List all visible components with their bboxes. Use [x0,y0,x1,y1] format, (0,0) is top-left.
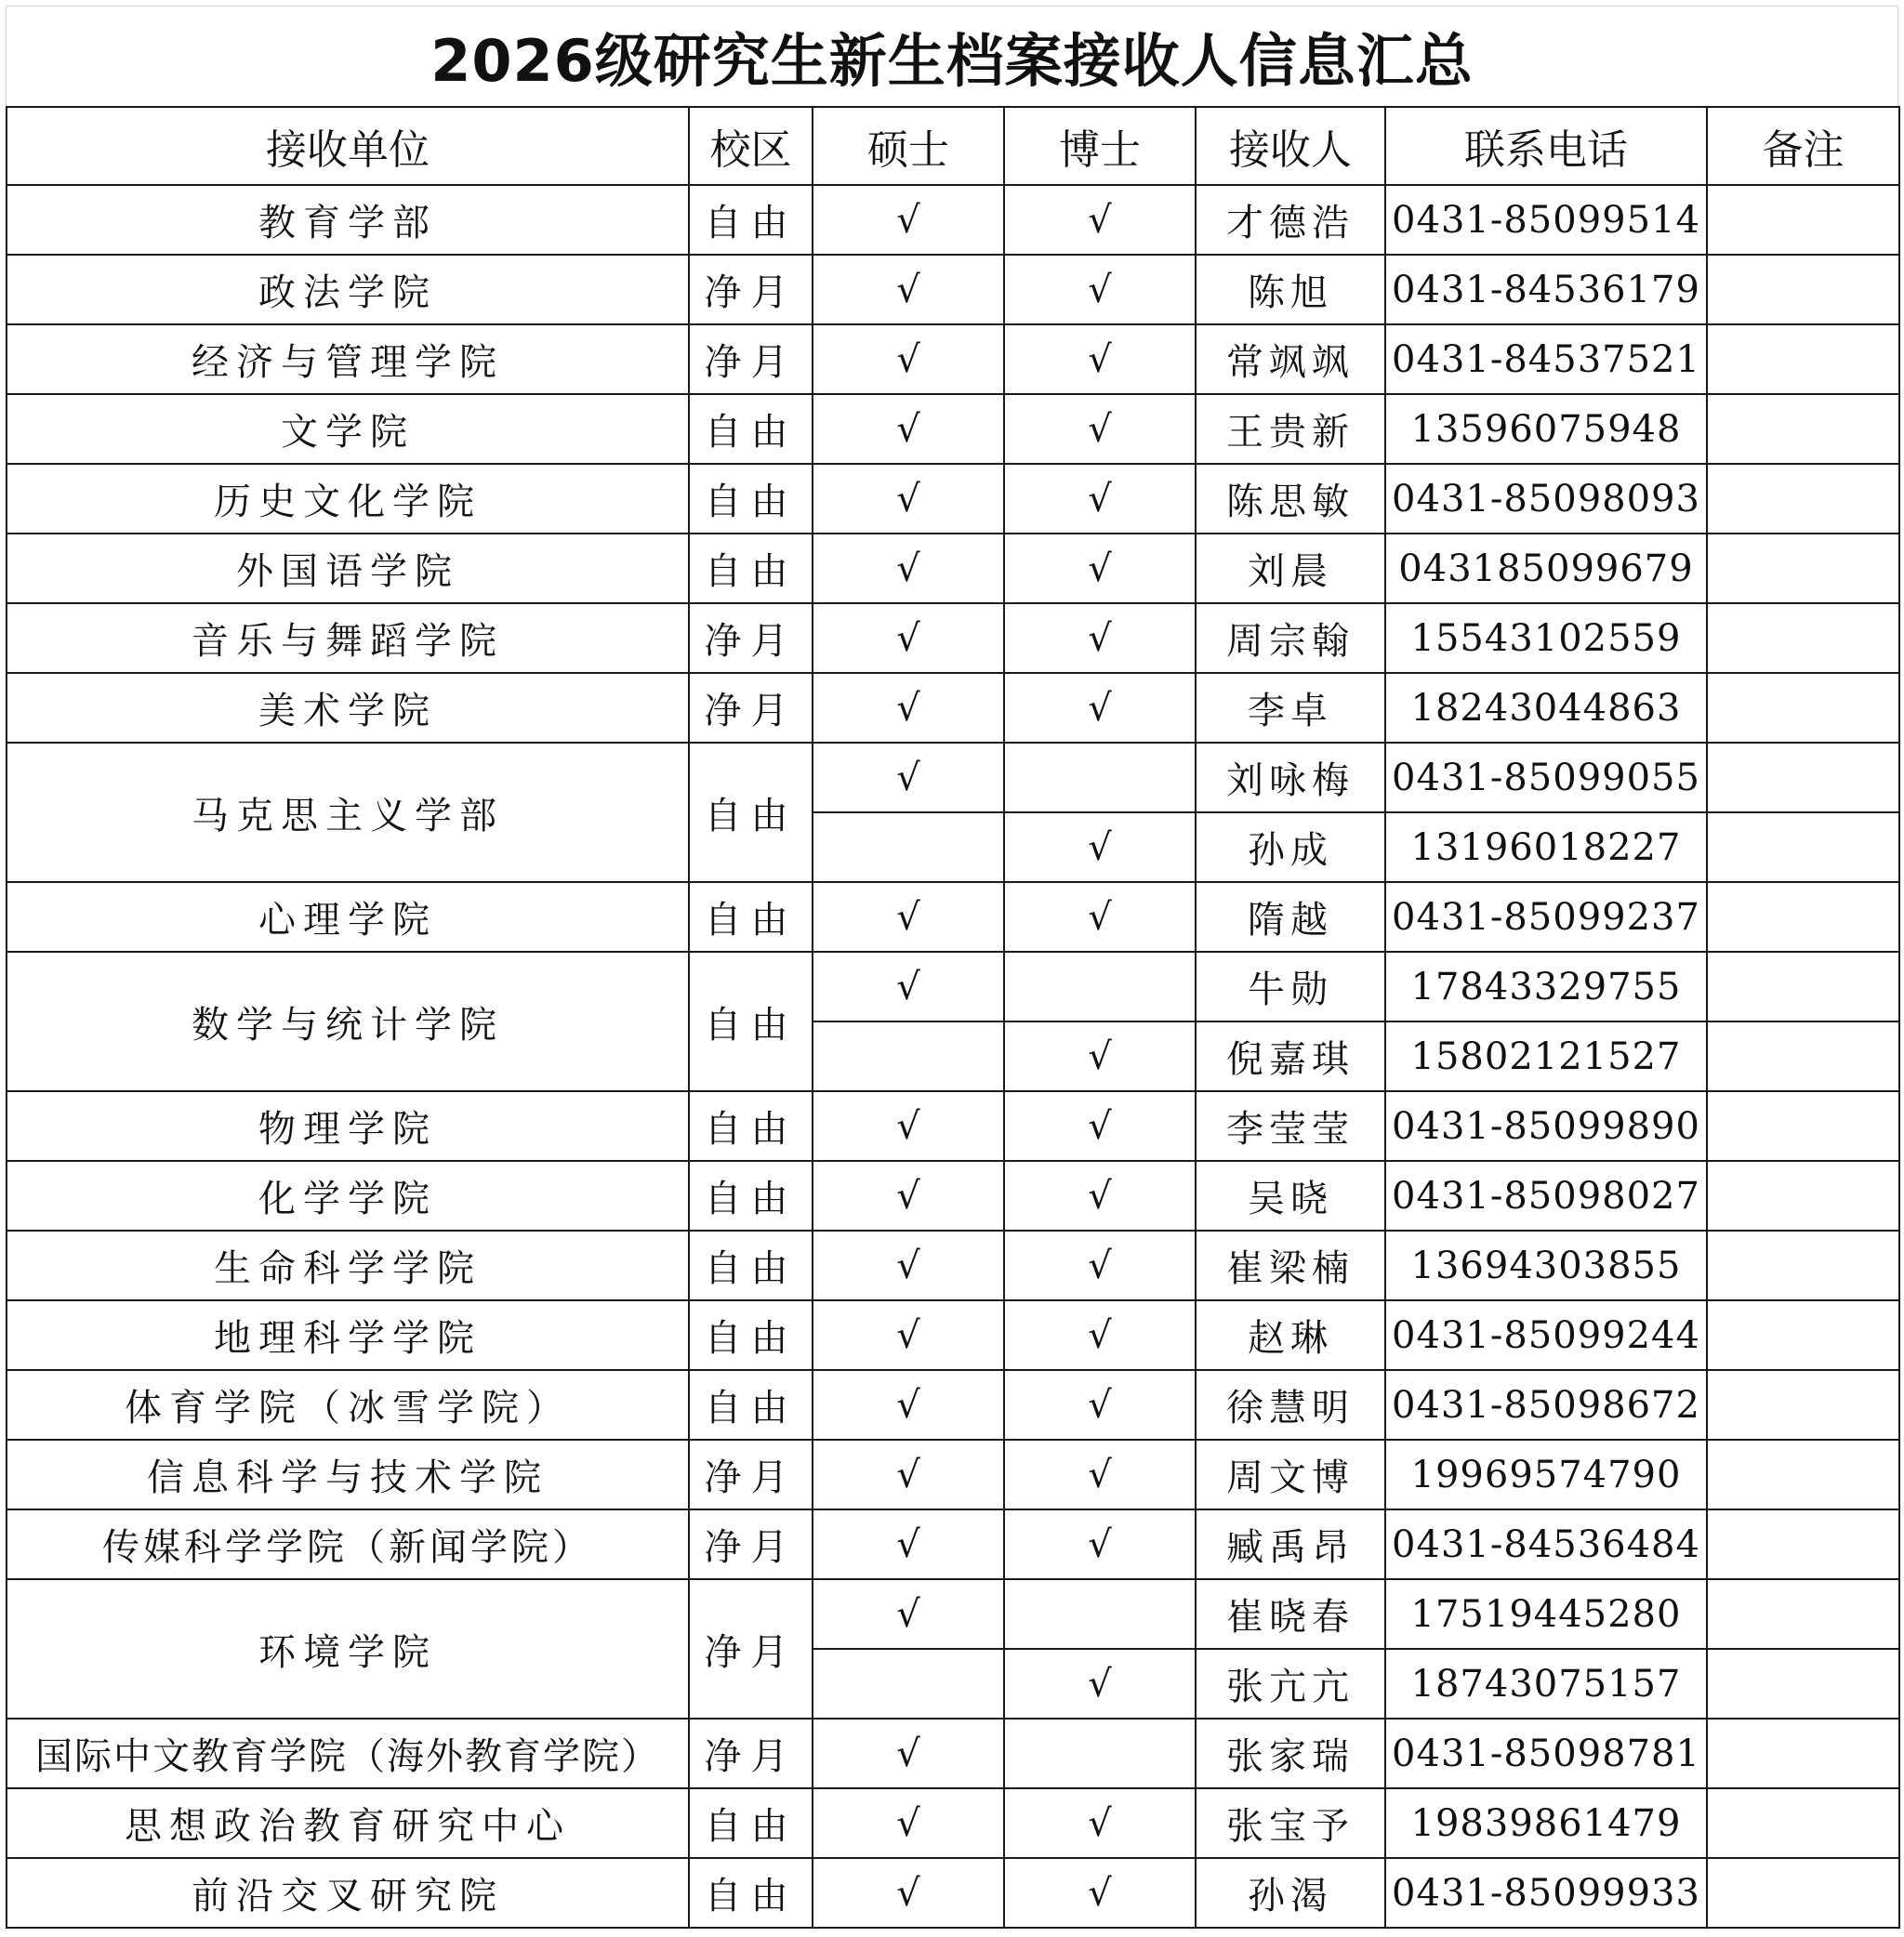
master-check-cell: √ [813,1091,1004,1161]
doctor-check-cell: √ [1004,324,1196,394]
campus-cell: 自由 [689,1231,813,1300]
campus-cell: 净月 [689,1509,813,1579]
receiver-cell: 周文博 [1196,1440,1385,1509]
master-check-cell: √ [813,1161,1004,1231]
table-row [7,255,1899,324]
phone-cell: 0431-84536179 [1385,255,1707,324]
campus-cell: 自由 [689,1370,813,1440]
unit-cell: 化学学院 [7,1161,689,1231]
header-receiver: 接收人 [1196,107,1385,185]
phone-cell: 0431-85098027 [1385,1161,1707,1231]
table-row [7,1370,1899,1440]
unit-cell: 音乐与舞蹈学院 [7,603,689,673]
campus-cell: 净月 [689,324,813,394]
phone-cell: 19839861479 [1385,1788,1707,1858]
receiver-cell: 张宝予 [1196,1788,1385,1858]
note-cell [1707,1370,1899,1440]
phone-cell: 13694303855 [1385,1231,1707,1300]
master-check-cell: √ [813,464,1004,534]
master-check-cell [813,1649,1004,1719]
note-cell [1707,1091,1899,1161]
doctor-check-cell: √ [1004,464,1196,534]
table-row [7,534,1899,603]
campus-cell: 净月 [689,1719,813,1788]
phone-cell: 0431-85099055 [1385,743,1707,812]
phone-cell: 0431-85099514 [1385,185,1707,255]
campus-cell: 自由 [689,185,813,255]
header-row [7,107,1899,185]
receiver-cell: 周宗翰 [1196,603,1385,673]
receiver-cell: 才德浩 [1196,185,1385,255]
master-check-cell: √ [813,1788,1004,1858]
note-cell [1707,1509,1899,1579]
receiver-cell: 陈思敏 [1196,464,1385,534]
doctor-check-cell: √ [1004,812,1196,882]
receiver-cell: 孙渴 [1196,1858,1385,1928]
note-cell [1707,1788,1899,1858]
unit-cell: 环境学院 [7,1579,689,1719]
campus-cell: 净月 [689,1440,813,1509]
receiver-cell: 孙成 [1196,812,1385,882]
phone-cell: 13596075948 [1385,394,1707,464]
receiver-cell: 崔晓春 [1196,1579,1385,1649]
unit-cell: 教育学部 [7,185,689,255]
note-cell [1707,1858,1899,1928]
phone-cell: 0431-85099890 [1385,1091,1707,1161]
receiver-cell: 臧禹昂 [1196,1509,1385,1579]
master-check-cell: √ [813,743,1004,812]
note-cell [1707,952,1899,1021]
campus-cell: 净月 [689,603,813,673]
phone-cell: 18743075157 [1385,1649,1707,1719]
header-note: 备注 [1707,107,1899,185]
phone-cell: 0431-85099244 [1385,1300,1707,1370]
note-cell [1707,1440,1899,1509]
master-check-cell: √ [813,1509,1004,1579]
unit-cell: 思想政治教育研究中心 [7,1788,689,1858]
note-cell [1707,185,1899,255]
master-check-cell: √ [813,1300,1004,1370]
campus-cell: 自由 [689,1788,813,1858]
note-cell [1707,1649,1899,1719]
doctor-check-cell: √ [1004,255,1196,324]
header-phone: 联系电话 [1385,107,1707,185]
unit-cell: 物理学院 [7,1091,689,1161]
note-cell [1707,603,1899,673]
receiver-cell: 赵琳 [1196,1300,1385,1370]
note-cell [1707,1579,1899,1649]
table-row [7,1509,1899,1579]
master-check-cell: √ [813,1231,1004,1300]
note-cell [1707,324,1899,394]
receiver-cell: 王贵新 [1196,394,1385,464]
campus-cell: 自由 [689,882,813,952]
note-cell [1707,882,1899,952]
doctor-check-cell: √ [1004,1370,1196,1440]
master-check-cell: √ [813,952,1004,1021]
phone-cell: 0431-85098093 [1385,464,1707,534]
table-row [7,1440,1899,1509]
note-cell [1707,1300,1899,1370]
table-row [7,464,1899,534]
unit-cell: 心理学院 [7,882,689,952]
note-cell [1707,1719,1899,1788]
note-cell [1707,743,1899,812]
phone-cell: 0431-84536484 [1385,1509,1707,1579]
receiver-cell: 陈旭 [1196,255,1385,324]
note-cell [1707,1231,1899,1300]
master-check-cell: √ [813,185,1004,255]
master-check-cell: √ [813,1370,1004,1440]
doctor-check-cell: √ [1004,1858,1196,1928]
master-check-cell: √ [813,673,1004,743]
master-check-cell: √ [813,534,1004,603]
master-check-cell: √ [813,1719,1004,1788]
master-check-cell: √ [813,603,1004,673]
campus-cell: 自由 [689,743,813,882]
table-row [7,952,1899,1021]
note-cell [1707,1021,1899,1091]
receiver-cell: 倪嘉琪 [1196,1021,1385,1091]
table-row [7,1231,1899,1300]
doctor-check-cell [1004,1579,1196,1649]
master-check-cell: √ [813,255,1004,324]
phone-cell: 0431-85098672 [1385,1370,1707,1440]
table-row [7,673,1899,743]
receiver-cell: 李卓 [1196,673,1385,743]
header-campus: 校区 [689,107,813,185]
receiver-cell: 常飒飒 [1196,324,1385,394]
campus-cell: 净月 [689,673,813,743]
phone-cell: 0431-85099933 [1385,1858,1707,1928]
receiver-cell: 张家瑞 [1196,1719,1385,1788]
master-check-cell: √ [813,1858,1004,1928]
doctor-check-cell: √ [1004,185,1196,255]
unit-cell: 数学与统计学院 [7,952,689,1091]
doctor-check-cell: √ [1004,534,1196,603]
receiver-cell: 刘咏梅 [1196,743,1385,812]
receiver-cell: 崔梁楠 [1196,1231,1385,1300]
table-row [7,743,1899,812]
header-doctor: 博士 [1004,107,1196,185]
doctor-check-cell: √ [1004,1091,1196,1161]
receiver-cell: 牛勋 [1196,952,1385,1021]
unit-cell: 政法学院 [7,255,689,324]
note-cell [1707,255,1899,324]
note-cell [1707,394,1899,464]
table-row [7,1858,1899,1928]
doctor-check-cell: √ [1004,1300,1196,1370]
unit-cell: 国际中文教育学院（海外教育学院） [7,1719,689,1788]
master-check-cell [813,812,1004,882]
campus-cell: 自由 [689,1091,813,1161]
table-row [7,1300,1899,1370]
doctor-check-cell [1004,952,1196,1021]
table-row [7,882,1899,952]
table-body [7,185,1899,1928]
master-check-cell [813,1021,1004,1091]
table-row [7,603,1899,673]
table-row [7,324,1899,394]
campus-cell: 自由 [689,464,813,534]
unit-cell: 信息科学与技术学院 [7,1440,689,1509]
table-row [7,185,1899,255]
doctor-check-cell: √ [1004,1788,1196,1858]
doctor-check-cell [1004,743,1196,812]
master-check-cell: √ [813,882,1004,952]
unit-cell: 生命科学学院 [7,1231,689,1300]
note-cell [1707,534,1899,603]
campus-cell: 净月 [689,255,813,324]
campus-cell: 净月 [689,1579,813,1719]
master-check-cell: √ [813,394,1004,464]
table-row [7,1788,1899,1858]
unit-cell: 前沿交叉研究院 [7,1858,689,1928]
phone-cell: 15543102559 [1385,603,1707,673]
campus-cell: 自由 [689,952,813,1091]
note-cell [1707,1161,1899,1231]
unit-cell: 传媒科学学院（新闻学院） [7,1509,689,1579]
doctor-check-cell: √ [1004,394,1196,464]
receiver-table [6,106,1900,1929]
note-cell [1707,812,1899,882]
doctor-check-cell [1004,1719,1196,1788]
spreadsheet [6,6,1898,1929]
table-row [7,1579,1899,1649]
phone-cell: 0431-85099237 [1385,882,1707,952]
phone-cell: 17519445280 [1385,1579,1707,1649]
doctor-check-cell: √ [1004,1161,1196,1231]
master-check-cell: √ [813,324,1004,394]
phone-cell: 19969574790 [1385,1440,1707,1509]
doctor-check-cell: √ [1004,1021,1196,1091]
doctor-check-cell: √ [1004,603,1196,673]
campus-cell: 自由 [689,1300,813,1370]
doctor-check-cell: √ [1004,1231,1196,1300]
master-check-cell: √ [813,1440,1004,1509]
receiver-cell: 张亢亢 [1196,1649,1385,1719]
campus-cell: 自由 [689,534,813,603]
header-unit: 接收单位 [7,107,689,185]
campus-cell: 自由 [689,1161,813,1231]
doctor-check-cell: √ [1004,1440,1196,1509]
phone-cell: 043185099679 [1385,534,1707,603]
unit-cell: 马克思主义学部 [7,743,689,882]
table-row [7,1719,1899,1788]
note-cell [1707,673,1899,743]
receiver-cell: 刘晨 [1196,534,1385,603]
unit-cell: 体育学院（冰雪学院） [7,1370,689,1440]
master-check-cell: √ [813,1579,1004,1649]
table-row [7,394,1899,464]
doctor-check-cell: √ [1004,882,1196,952]
doctor-check-cell: √ [1004,673,1196,743]
header-master: 硕士 [813,107,1004,185]
receiver-cell: 吴晓 [1196,1161,1385,1231]
phone-cell: 18243044863 [1385,673,1707,743]
note-cell [1707,464,1899,534]
campus-cell: 自由 [689,394,813,464]
table-row [7,1161,1899,1231]
phone-cell: 13196018227 [1385,812,1707,882]
phone-cell: 17843329755 [1385,952,1707,1021]
unit-cell: 美术学院 [7,673,689,743]
unit-cell: 经济与管理学院 [7,324,689,394]
receiver-cell: 李莹莹 [1196,1091,1385,1161]
phone-cell: 0431-84537521 [1385,324,1707,394]
sheet-title: 2026级研究生新生档案接收人信息汇总 [6,6,1898,106]
doctor-check-cell: √ [1004,1649,1196,1719]
unit-cell: 文学院 [7,394,689,464]
doctor-check-cell: √ [1004,1509,1196,1579]
campus-cell: 自由 [689,1858,813,1928]
unit-cell: 外国语学院 [7,534,689,603]
unit-cell: 地理科学学院 [7,1300,689,1370]
phone-cell: 15802121527 [1385,1021,1707,1091]
receiver-cell: 隋越 [1196,882,1385,952]
receiver-cell: 徐慧明 [1196,1370,1385,1440]
phone-cell: 0431-85098781 [1385,1719,1707,1788]
table-row [7,1091,1899,1161]
unit-cell: 历史文化学院 [7,464,689,534]
